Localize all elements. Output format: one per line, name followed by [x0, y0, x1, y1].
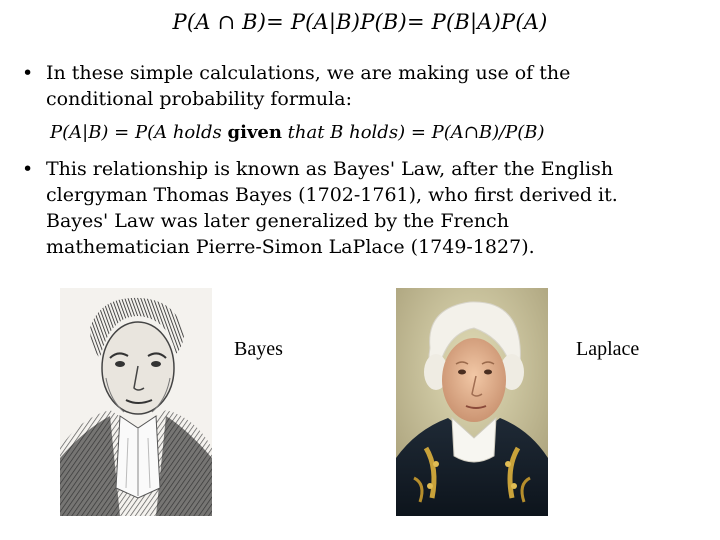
formula-rhs: P(A∩B)/P(B)	[431, 122, 545, 143]
formula-lhs: P(A|B)	[50, 122, 109, 143]
formula-mid-b: that B holds)	[281, 122, 406, 143]
bullet-dot: •	[22, 62, 34, 84]
laplace-caption: Laplace	[576, 338, 640, 360]
bullet-conditional-probability	[22, 60, 702, 112]
bullet-1-line-1: In these simple calculations, we are making use of the	[46, 62, 571, 84]
bayes-portrait-illustration	[60, 288, 212, 516]
formula-equals-1: =	[108, 122, 135, 143]
bayes-caption: Bayes	[234, 338, 283, 360]
formula-equals-2: =	[405, 122, 432, 143]
bullet-2-line-3: Bayes' Law was later generalized by the French	[46, 210, 509, 232]
laplace-portrait-illustration	[396, 288, 548, 516]
bullet-2-line-1: This relationship is known as Bayes' Law, after the English	[46, 158, 614, 180]
bullet-2-line-4: mathematician Pierre-Simon LaPlace (1749-1827).	[46, 236, 535, 258]
bayes-portrait	[60, 288, 212, 516]
conditional-probability-formula	[50, 120, 545, 146]
laplace-portrait	[396, 288, 548, 516]
slide-title	[0, 10, 720, 34]
bullet-bayes-law	[22, 156, 702, 260]
formula-given: given	[227, 122, 282, 143]
bullet-2-line-2: clergyman Thomas Bayes (1702-1761), who first derived it.	[46, 184, 618, 206]
title-formula: P(A ∩ B)= P(A|B)P(B)= P(B|A)P(A)	[172, 10, 548, 34]
bullet-dot: •	[22, 158, 34, 180]
formula-mid-a: P(A holds	[134, 122, 228, 143]
bullet-1-line-2: conditional probability formula:	[46, 88, 352, 110]
